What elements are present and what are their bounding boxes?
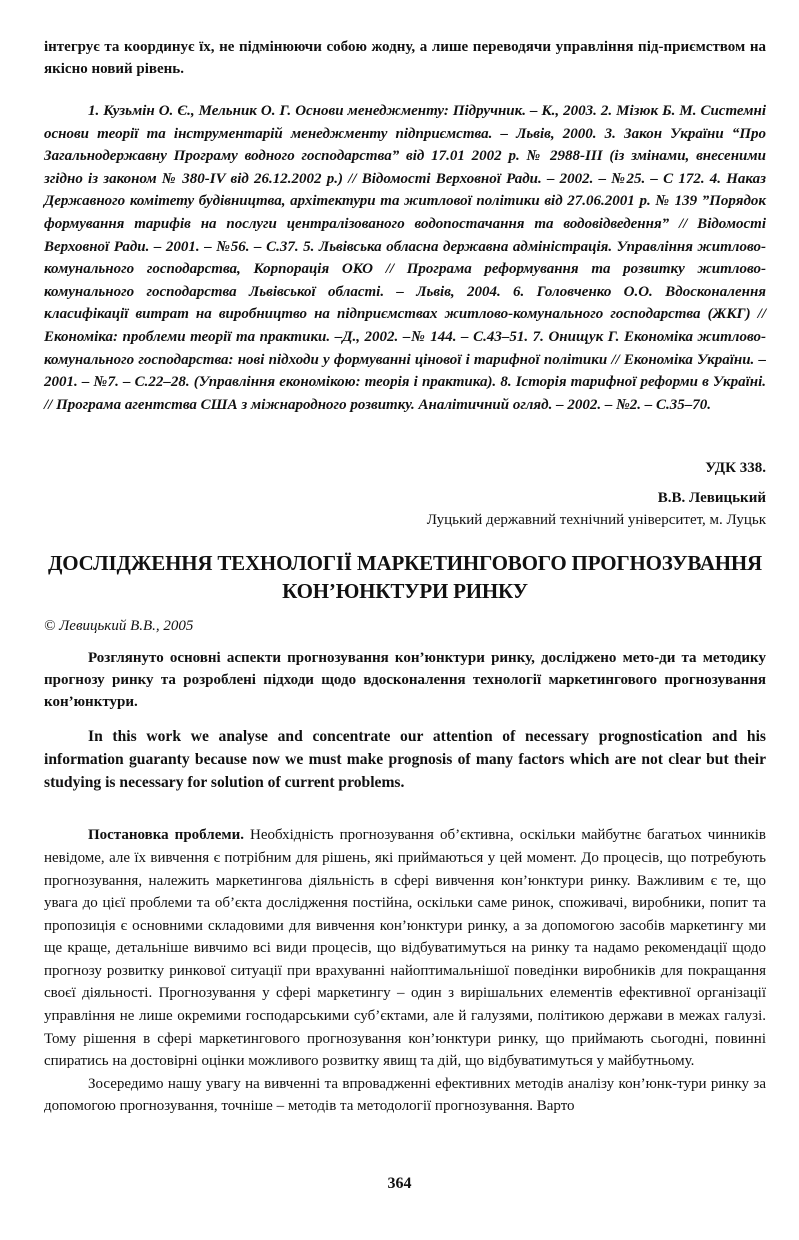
references-list: 1. Кузьмін О. Є., Мельник О. Г. Основи менеджменту: Підручник. – К., 2003. 2. Мізюк Б. М. Системні основи теорії та інструментарій менеджменту підприємства. – Львів, 2000. 3. Закон України “Про Загальнодержавну Програму водного господарства” від 17.01 2002 р. № 2988-ІІІ (із змінами, внесеними згідно із законом № 380-IV від 26.12.2002 р.) // Відомості Верховної Ради. – 2002. – №25. – С 172. 4. Наказ Державного комітету будівництва, архітектури та житлової політики від 27.06.2001 р. № 139 ”Порядок формування тарифів на послуги централізованого водопостачання та водовідведення” // Відомості Верховної Ради. – 2001. – №56. – С.37. 5. Львівська обласна державна адміністрація. Управління житлово-комунального господарства, Корпорація ОКО // Програма реформування та розвитку житлово-комунального господарства Львівської області. – Львів, 2004. 6. Головченко О.О. Вдосконалення класифікації витрат на виробництво на підприємствах житлово-комунального господарства (ЖКГ) // Економіка: проблеми теорії та практики. –Д., 2002. –№ 144. – С.43–51. 7. Онищук Г. Економіка житлово-комунального господарства: нові підходи у формуванні цінової і тарифної політики // Економіка України. – 2001. – №7. – С.22–28. (Управління економікою: теорія і практика). 8. Історія тарифної реформи в Україні. // Програма агентства США з міжнародного розвитку. Аналітичний огляд. – 2002. – №2. – С.35–70. bbox=[44, 103, 766, 413]
continuation-paragraph: інтегрує та координує їх, не підмінюючи собою жодну, а лише переводячи управління під-приємством на якісно новий рівень. bbox=[44, 39, 766, 77]
page-number: 364 bbox=[387, 1175, 412, 1192]
author-affiliation: Луцький державний технічний університет, м. Луцьк bbox=[426, 512, 766, 529]
abstract-ukrainian: Розглянуто основні аспекти прогнозування кон’юнктури ринку, досліджено мето-ди та методику прогнозу ринку та розроблені підходи щодо вдосконалення технології маркетингового прогнозування кон’юнктури. bbox=[44, 650, 766, 711]
abstract-english: In this work we analyse and concentrate our attention of necessary prognostication and his information guaranty because now we must make prognosis of many factors which are not clear but their studying is necessary for solution of current problems. bbox=[44, 728, 766, 792]
section-heading-problem: Постановка проблеми. bbox=[88, 827, 244, 844]
body-paragraph-2: Зосередимо нашу увагу на вивченні та впровадженні ефективних методів аналізу кон’юнк-тури ринку за допомогою прогнозування, точніше – методів та методології прогнозування. Варто bbox=[44, 1075, 766, 1115]
page-content bbox=[44, 36, 766, 1118]
paragraph-1-text: Необхідність прогнозування об’єктивна, оскільки майбутнє багатьох чинників невідоме, але їх вивчення є потрібним для рішень, які приймаються у цей момент. До процесів, що потребують прогнозування, належить маркетингова діяльність в сфері вивчення кон’юнктури ринку. Важливим є те, що увага до цієї проблеми та об’єкта дослідження постійна, оскільки саме ринок, споживачі, виробники, попит та пропозиція є основними складовими для вивчення кон’юнктури ринку, а за допомогою засобів маркетингу ми ще краще, детальніше вивчимо всі види процесів, що відбуватимуться на ринку та надамо рекомендації щодо прогнозу розвитку ринкової ситуації при врахуванні найоптимальнішої поведінки виробників для покращання своєї діяльності. Прогнозування у сфері маркетингу – один з вирішальних елементів ефективної організації управління не лише окремими господарськими суб’єктами, але й галузями, політикою держави в межах галузі. Тому рішення в сфері маркетингового прогнозування кон’юнктури ринку, що приймають сьогодні, повинні спиратись на достовірні оцінки можливого розвитку явищ та дій, що відбуватимуться у майбутньому. bbox=[44, 827, 766, 1070]
article-title: ДОСЛІДЖЕННЯ ТЕХНОЛОГІЇ МАРКЕТИНГОВОГО ПРОГНОЗУВАННЯ КОН’ЮНКТУРИ РИНКУ bbox=[47, 551, 763, 604]
udk-code: УДК 338. bbox=[705, 460, 766, 477]
body-paragraph-1 bbox=[44, 824, 766, 1073]
copyright-line: © Левицький В.В., 2005 bbox=[44, 618, 194, 635]
author-name: В.В. Левицький bbox=[657, 490, 766, 507]
